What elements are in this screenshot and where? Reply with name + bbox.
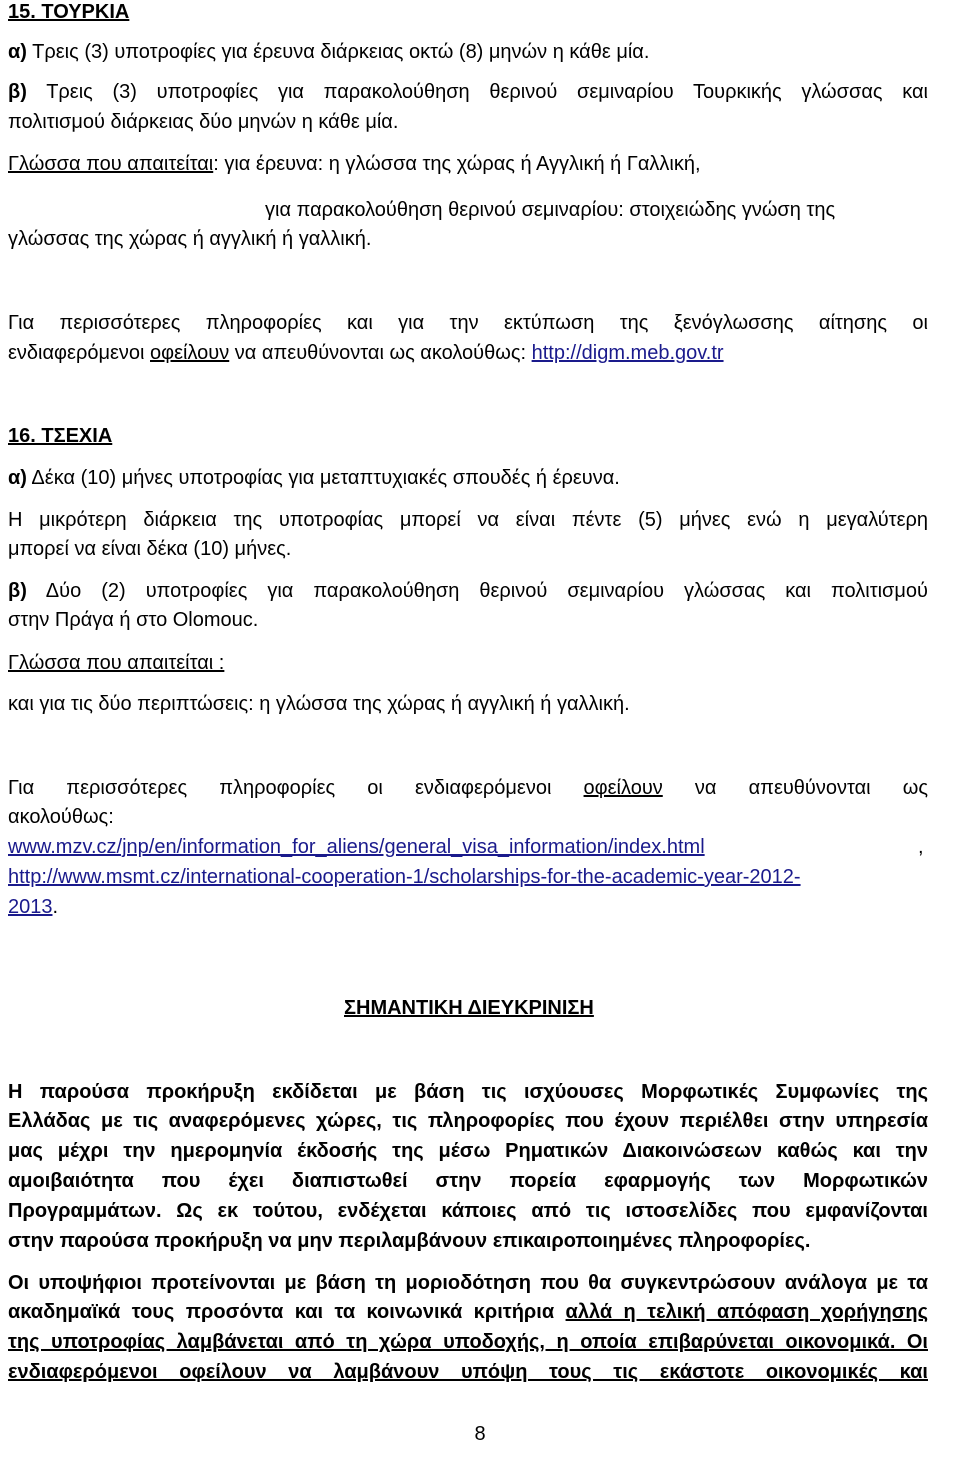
item-text: Δέκα (10) μήνες υποτροφίας για μεταπτυχιακές σπουδές ή έρευνα. bbox=[26, 467, 620, 489]
item-label: β) bbox=[8, 580, 27, 602]
turkey-info-line1: Για περισσότερες πληροφορίες και για την εκτύπωση της ξενόγλωσσης αίτησης οι bbox=[8, 312, 928, 334]
czech-duration-line2: μπορεί να είναι δέκα (10) μήνες. bbox=[8, 538, 292, 560]
czech-item-b-line1 bbox=[8, 579, 928, 603]
item-text: Τρεις (3) υποτροφίες για παρακολούθηση θερινού σεμιναρίου Τουρκικής γλώσσας και bbox=[26, 81, 928, 103]
turkey-language-seminar-line2: γλώσσας της χώρας ή αγγλική ή γαλλική. bbox=[8, 228, 372, 250]
notice-text: ακαδημαϊκά τους προσόντα και τα κοινωνικά κριτήρια bbox=[8, 1301, 566, 1323]
notice-underlined: αλλά η τελική απόφαση χορήγησης bbox=[565, 1301, 928, 1323]
czech-info-line2: ακολούθως: bbox=[8, 806, 114, 828]
turkey-item-a bbox=[8, 40, 649, 64]
info-text: ενδιαφερόμενοι bbox=[8, 342, 151, 364]
item-text: Δύο (2) υποτροφίες για παρακολούθηση θερινού σεμιναρίου γλώσσας και πολιτισμού bbox=[26, 580, 928, 602]
notice-p2-line1: Οι υποψήφιοι προτείνονται με βάση τη μοριοδότηση που θα συγκεντρώσουν ανάλογα με τα bbox=[8, 1272, 928, 1294]
item-label: β) bbox=[8, 81, 27, 103]
czech-link-1[interactable]: www.mzv.cz/jnp/en/information_for_aliens/general_visa_information/index.html bbox=[8, 836, 705, 858]
czech-link-2-line1 bbox=[8, 865, 801, 889]
turkey-language-seminar-line1: για παρακολούθηση θερινού σεμιναρίου: στοιχειώδης γνώση της bbox=[265, 199, 836, 221]
item-label: α) bbox=[8, 41, 27, 63]
czech-link-2-line2 bbox=[8, 895, 58, 919]
item-text: Τρεις (3) υποτροφίες για έρευνα διάρκειας οκτώ (8) μηνών η κάθε μία. bbox=[26, 41, 650, 63]
czech-link-2-continued[interactable]: 2013 bbox=[8, 896, 53, 918]
czech-info-line1 bbox=[8, 776, 928, 800]
czech-link-1-line bbox=[8, 835, 705, 859]
notice-p1-line5: Προγραμμάτων. Ως εκ τούτου, ενδέχεται κάποιες από τις ιστοσελίδες που εμφανίζονται bbox=[8, 1200, 928, 1222]
info-must: οφείλουν bbox=[583, 777, 663, 799]
notice-p1-line6: στην παρούσα προκήρυξη να μην περιλαμβάνουν επικαιροποιημένες πληροφορίες. bbox=[8, 1230, 811, 1252]
section-title-turkey: 15. ΤΟΥΡΚΙΑ bbox=[8, 1, 130, 23]
link-end: . bbox=[52, 896, 59, 918]
language-text: : για έρευνα: η γλώσσα της χώρας ή Αγγλική ή Γαλλική, bbox=[213, 153, 701, 175]
notice-p1-line2: Ελλάδας με τις αναφερόμενες χώρες, τις πληροφορίες που έχουν περιέλθει στην υπηρεσία bbox=[8, 1110, 928, 1132]
turkey-item-b-line2: πολιτισμού διάρκειας δύο μηνών η κάθε μία. bbox=[8, 111, 399, 133]
turkey-item-b-line1 bbox=[8, 80, 928, 104]
info-text: Για περισσότερες πληροφορίες οι ενδιαφερόμενοι bbox=[8, 777, 584, 799]
notice-p1-line1: Η παρούσα προκήρυξη εκδίδεται με βάση τις ισχύουσες Μορφωτικές Συμφωνίες της bbox=[8, 1081, 928, 1103]
czech-link-2[interactable]: http://www.msmt.cz/international-cooperation-1/scholarships-for-the-academic-year-2012- bbox=[8, 866, 801, 888]
czech-language-text: και για τις δύο περιπτώσεις: η γλώσσα της χώρας ή αγγλική ή γαλλική. bbox=[8, 693, 630, 715]
notice-heading: ΣΗΜΑΝΤΙΚΗ ΔΙΕΥΚΡΙΝΙΣΗ bbox=[344, 997, 594, 1019]
czech-link-separator: , bbox=[918, 836, 924, 858]
turkey-info-line2 bbox=[8, 341, 724, 365]
info-text: να απευθύνονται ως ακολούθως: bbox=[229, 342, 532, 364]
notice-p1-line4: αμοιβαιότητα που έχει διαπιστωθεί στην πορεία εφαρμογής των Μορφωτικών bbox=[8, 1170, 928, 1192]
notice-p2-line3: της υποτροφίας λαμβάνεται από τη χώρα υποδοχής, η οποία επιβαρύνεται οικονομικά. Οι bbox=[8, 1331, 928, 1353]
czech-item-a bbox=[8, 466, 620, 490]
notice-p1-line3: μας μέχρι την ημερομηνία έκδοσής της μέσω Ρηματικών Διακοινώσεων καθώς και την bbox=[8, 1140, 928, 1162]
item-label: α) bbox=[8, 467, 27, 489]
notice-p2-line4: ενδιαφερόμενοι οφείλουν να λαμβάνουν υπόψη τους τις εκάστοτε οικονομικές και bbox=[8, 1361, 928, 1383]
language-label: Γλώσσα που απαιτείται bbox=[8, 153, 214, 175]
info-text: να απευθύνονται ως bbox=[662, 777, 928, 799]
section-title-czech: 16. ΤΣΕΧΙΑ bbox=[8, 425, 113, 447]
turkey-language-research bbox=[8, 152, 701, 176]
notice-p2-line2 bbox=[8, 1300, 928, 1324]
czech-language-label: Γλώσσα που απαιτείται : bbox=[8, 652, 225, 674]
czech-duration-line1: Η μικρότερη διάρκεια της υποτροφίας μπορεί να είναι πέντε (5) μήνες ενώ η μεγαλύτερη bbox=[8, 509, 928, 531]
turkey-info-link[interactable]: http://digm.meb.gov.tr bbox=[531, 342, 724, 364]
page-number: 8 bbox=[474, 1423, 486, 1445]
czech-item-b-line2: στην Πράγα ή στο Olomouc. bbox=[8, 609, 259, 631]
info-must: οφείλουν bbox=[150, 342, 230, 364]
